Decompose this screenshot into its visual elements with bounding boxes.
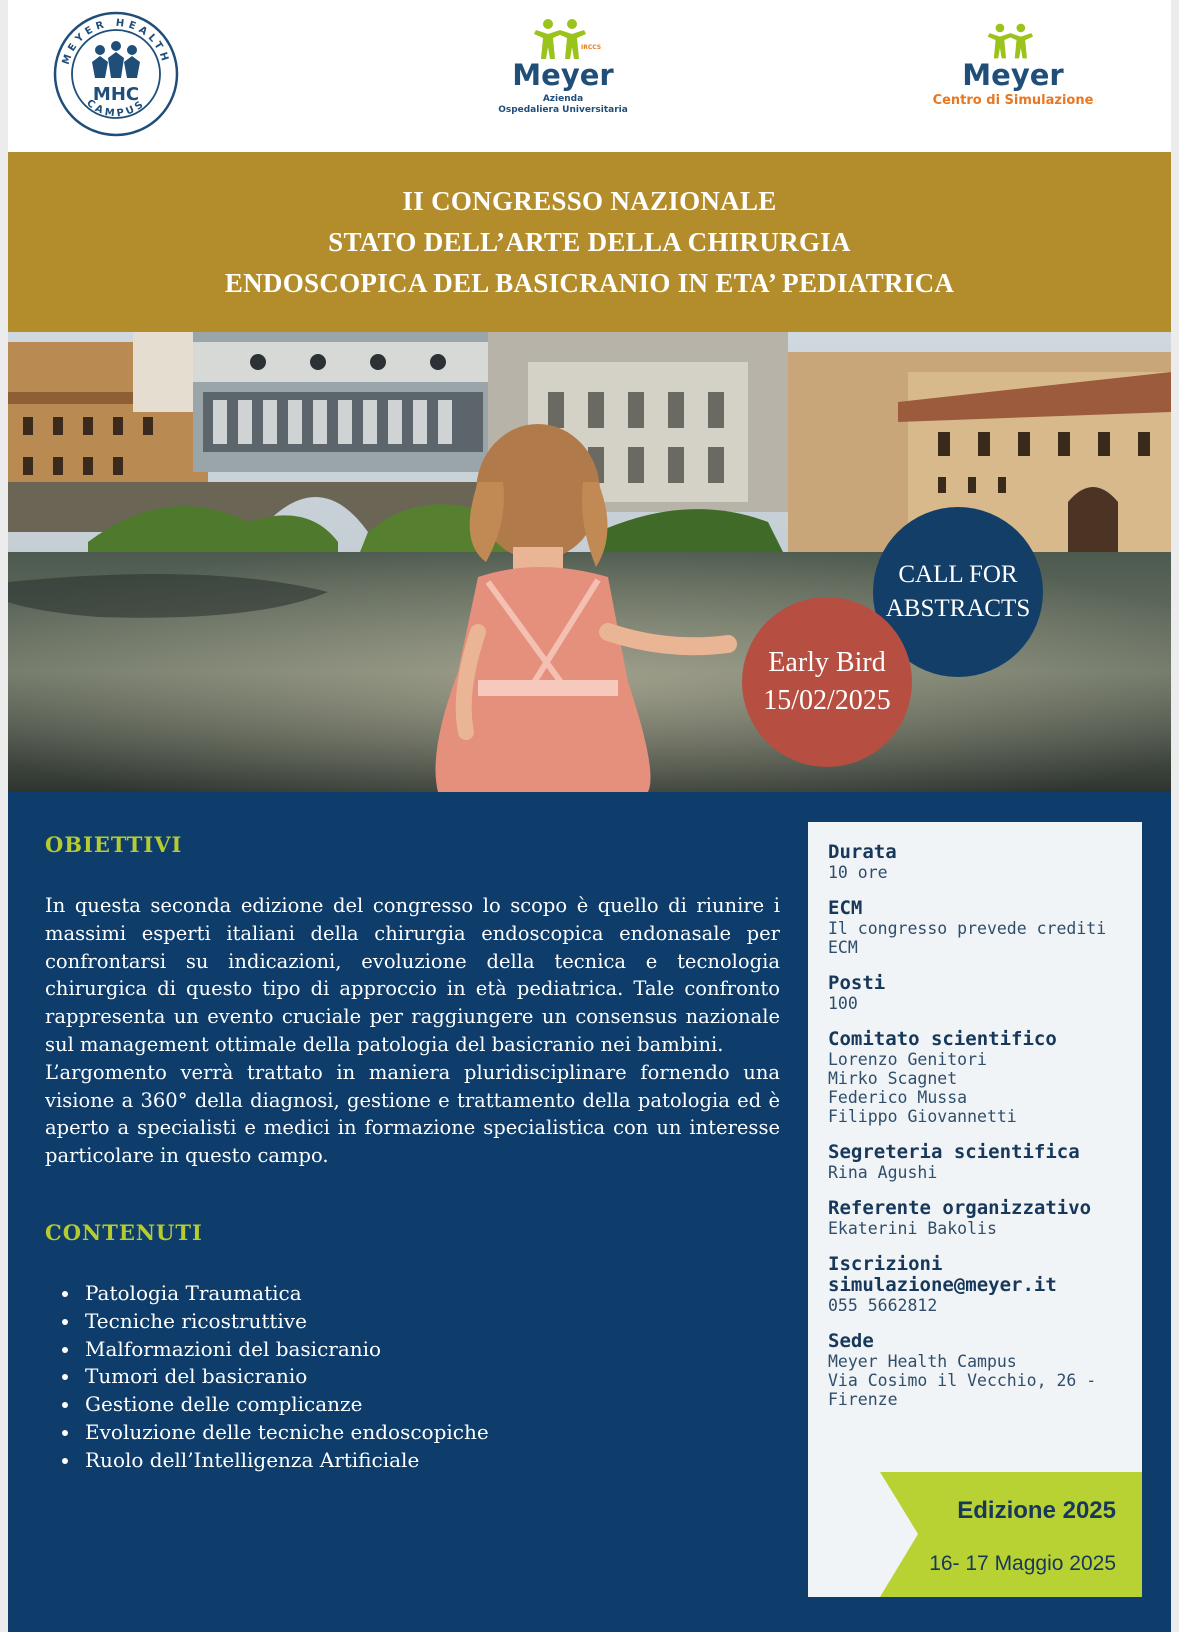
segreteria-label: Segreteria scientifica — [828, 1141, 1080, 1163]
durata-group — [828, 842, 1133, 882]
title-line-2: STATO DELL’ARTE DELLA CHIRURGIA — [328, 226, 851, 257]
hero-photo — [8, 332, 1171, 792]
edition-label: Edizione 2025 — [957, 1497, 1116, 1524]
sede-label: Sede — [828, 1330, 874, 1352]
ecm-value-1: Il congresso prevede crediti — [828, 919, 1107, 938]
comitato-member: Lorenzo Genitori — [828, 1050, 987, 1069]
title-line-1: II CONGRESSO NAZIONALE — [402, 185, 777, 216]
comitato-label: Comitato scientifico — [828, 1028, 1057, 1050]
simulation-centre-logo — [928, 22, 1098, 132]
ecm-group — [828, 898, 1133, 957]
list-item: • Ruolo dell’Intelligenza Artificiale — [81, 1447, 781, 1475]
ecm-label: ECM — [828, 897, 863, 919]
event-info-card — [808, 822, 1142, 1597]
posti-value: 100 — [828, 994, 858, 1013]
contenuti-heading: CONTENUTI — [45, 1220, 203, 1245]
obiettivi-heading: OBIETTIVI — [45, 832, 183, 857]
svg-text:MHC: MHC — [92, 84, 140, 105]
children-figures-icon — [986, 22, 1040, 60]
referente-value: Ekaterini Bakolis — [828, 1219, 997, 1238]
meyer-sub-line1: Azienda — [542, 94, 584, 104]
obiettivi-paragraph-1: In questa seconda edizione del congresso lo scopo è quello di riunire i massimi esperti italiani della chirurgia endoscopica endonasale per confrontarsi su indicazioni, evoluzione della tecnica e tecnologia chirurgica di questo tipo di approccio in età pediatrica. Tale confronto rappresenta un evento cruciale per raggiungere un consensus nazionale sul management ottimale della patologia del basicranio nei bambini. — [45, 894, 780, 1056]
content-area — [8, 792, 1171, 1632]
durata-value: 10 ore — [828, 863, 888, 882]
referente-label: Referente organizzativo — [828, 1197, 1092, 1219]
iscrizioni-email[interactable]: simulazione@meyer.it — [828, 1274, 1057, 1296]
call-line-1: CALL FOR — [898, 561, 1018, 588]
sede-line-1: Meyer Health Campus — [828, 1352, 1017, 1371]
list-item: • Malformazioni del basicranio — [81, 1336, 781, 1364]
sede-line-2: Via Cosimo il Vecchio, 26 - — [828, 1371, 1097, 1390]
children-figures-icon — [532, 18, 594, 60]
early-bird-badge — [742, 597, 912, 767]
event-info-list — [828, 842, 1133, 1425]
comitato-member: Filippo Giovannetti — [828, 1107, 1017, 1126]
ecm-value-2: ECM — [828, 938, 858, 957]
irccs-tag: IRCCS — [581, 44, 602, 51]
contenuti-list — [45, 1280, 781, 1475]
early-bird-label: Early Bird — [768, 647, 886, 678]
flyer-page — [8, 0, 1171, 1632]
comitato-member: Federico Mussa — [828, 1088, 968, 1107]
posti-label: Posti — [828, 972, 886, 994]
durata-label: Durata — [828, 841, 897, 863]
call-line-2: ABSTRACTS — [885, 595, 1031, 622]
obiettivi-paragraph-2: L’argomento verrà trattato in maniera pluridisciplinare fornendo una visione a 360° della diagnosi, gestione e trattamento della patologia ed è aperto a specialisti e medici in formazione specialistica con un interesse particolare in questo campo. — [45, 1060, 780, 1168]
mhc-campus-logo — [52, 10, 180, 138]
posti-group — [828, 973, 1133, 1013]
iscrizioni-phone[interactable]: 055 5662812 — [828, 1296, 938, 1315]
svg-text:MEYER HEALTH: MEYER HEALTH — [60, 17, 172, 67]
iscrizioni-label: Iscrizioni — [828, 1253, 943, 1275]
meyer-sub-line2: Ospedaliera Universitaria — [498, 105, 628, 115]
obiettivi-text — [45, 892, 780, 1170]
segreteria-value: Rina Agushi — [828, 1163, 938, 1182]
sede-group — [828, 1331, 1133, 1409]
sede-line-3: Firenze — [828, 1390, 898, 1409]
comitato-group — [828, 1029, 1133, 1126]
list-item: • Evoluzione delle tecniche endoscopiche — [81, 1419, 781, 1447]
meyer-hospital-logo — [498, 18, 628, 130]
edition-arrow-banner — [808, 1472, 1142, 1597]
list-item: • Tumori del basicranio — [81, 1363, 781, 1391]
edition-dates: 16- 17 Maggio 2025 — [929, 1552, 1116, 1575]
sim-brand: Meyer — [962, 58, 1064, 92]
list-item: • Tecniche ricostruttive — [81, 1308, 781, 1336]
iscrizioni-group — [828, 1254, 1133, 1315]
svg-text:CAMPUS: CAMPUS — [84, 97, 148, 120]
segreteria-group — [828, 1142, 1133, 1182]
congress-title-band — [8, 152, 1171, 332]
logo-header — [8, 0, 1171, 152]
list-item: • Gestione delle complicanze — [81, 1391, 781, 1419]
sim-sub: Centro di Simulazione — [932, 93, 1094, 108]
comitato-member: Mirko Scagnet — [828, 1069, 958, 1088]
list-item: • Patologia Traumatica — [81, 1280, 781, 1308]
title-line-3: ENDOSCOPICA DEL BASICRANIO IN ETA’ PEDIATRICA — [224, 267, 955, 298]
referente-group — [828, 1198, 1133, 1238]
early-bird-date: 15/02/2025 — [763, 685, 891, 716]
meyer-brand: Meyer — [512, 58, 614, 92]
